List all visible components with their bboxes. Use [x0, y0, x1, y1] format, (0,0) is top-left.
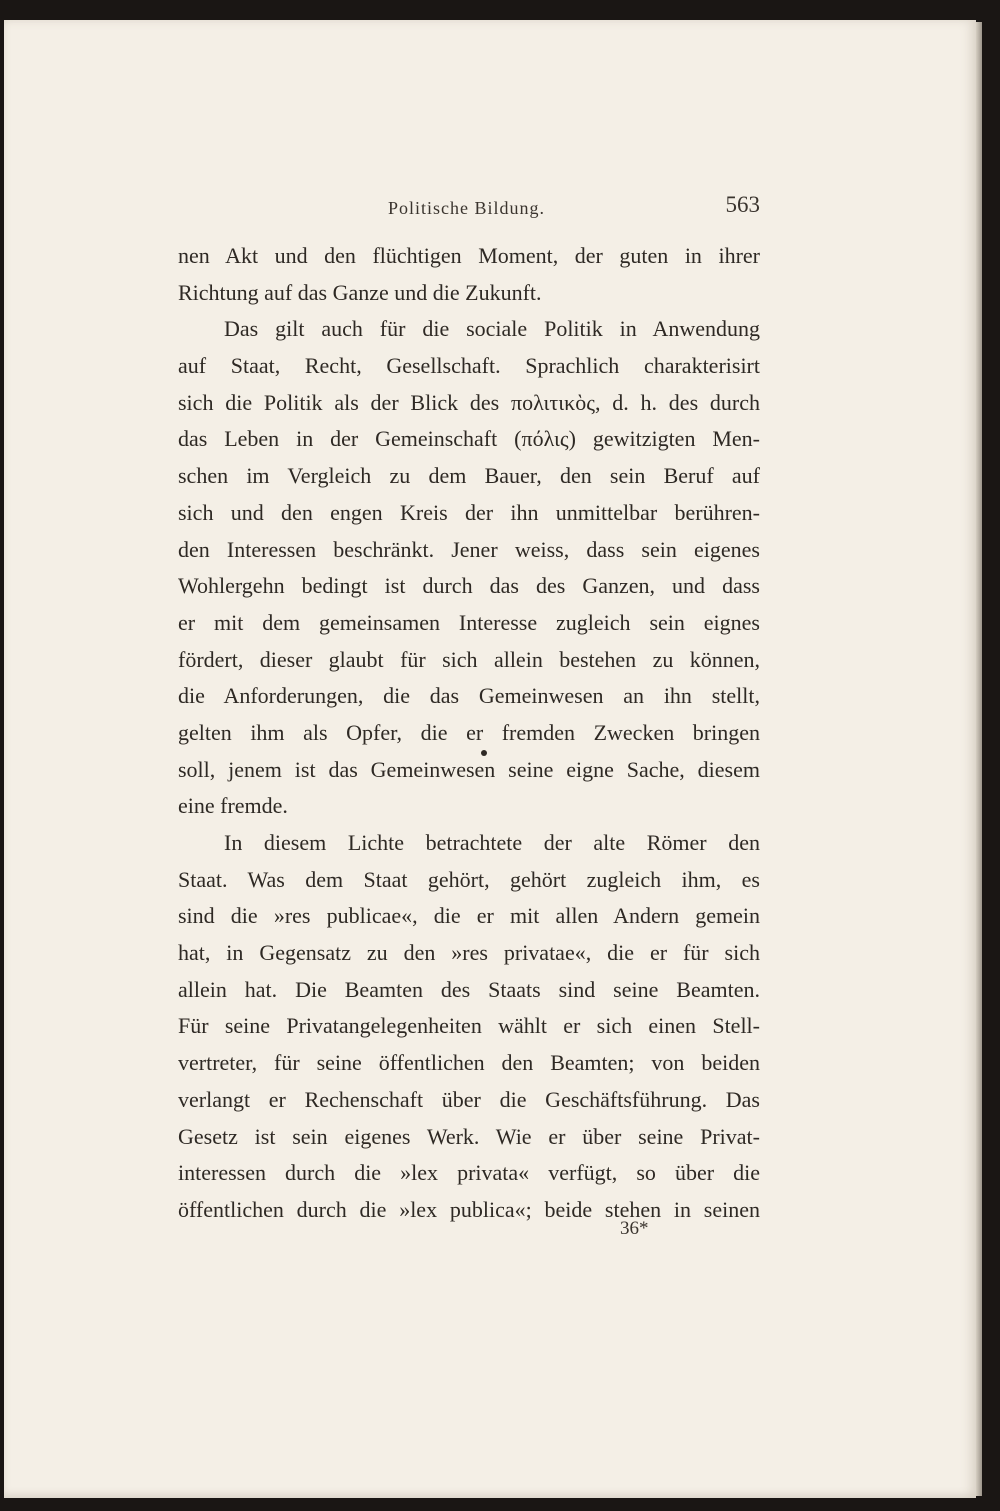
page-header [176, 190, 766, 230]
text-line: schen im Vergleich zu dem Bauer, den sein Beruf auf [178, 463, 760, 489]
text-line: Gesetz ist sein eigenes Werk. Wie er über seine Privat- [178, 1123, 760, 1149]
page-number: 563 [725, 192, 760, 217]
text-line: eine fremde. [178, 793, 288, 819]
text-line: hat, in Gegensatz zu den »res privatae«, die er für sich [178, 940, 760, 966]
text-line: öffentlichen durch die »lex publica«; beide stehen in seinen [178, 1196, 760, 1222]
page-edge [976, 22, 982, 1496]
text-line: allein hat. Die Beamten des Staats sind seine Beamten. [178, 976, 760, 1002]
text-line: vertreter, für seine öffentlichen den Beamten; von beiden [178, 1050, 760, 1076]
text-line: In diesem Lichte betrachtete der alte Römer den [224, 830, 760, 855]
text-line: Richtung auf das Ganze und die Zukunft. [178, 279, 542, 305]
text-line: den Interessen beschränkt. Jener weiss, dass sein eigenes [178, 536, 760, 562]
text-line: fördert, dieser glaubt für sich allein bestehen zu können, [178, 646, 760, 672]
text-line: verlangt er Rechenschaft über die Geschäftsführung. Das [178, 1086, 760, 1112]
text-line: Für seine Privatangelegenheiten wählt er sich einen Stell- [178, 1013, 760, 1039]
text-line: die Anforderungen, die das Gemeinwesen an ihn stellt, [178, 683, 760, 709]
text-line: nen Akt und den flüchtigen Moment, der guten in ihrer [178, 243, 760, 268]
text-line: soll, jenem ist das Gemeinwesen seine eigne Sache, diesem [178, 756, 760, 782]
text-line: Staat. Was dem Staat gehört, gehört zugleich ihm, es [178, 866, 760, 892]
text-line: sind die »res publicae«, die er mit allen Andern gemein [178, 903, 760, 929]
text-line: Das gilt auch für die sociale Politik in Anwendung [224, 316, 760, 342]
text-line: interessen durch die »lex privata« verfügt, so über die [178, 1160, 760, 1186]
signature-mark: 36* [620, 1218, 649, 1239]
body-text [178, 238, 760, 1229]
text-line: sich und den engen Kreis der ihn unmittelbar berühren- [178, 499, 760, 525]
running-head: Politische Bildung. [388, 198, 546, 218]
text-line: auf Staat, Recht, Gesellschaft. Sprachlich charakterisirt [178, 353, 760, 379]
text-line: sich die Politik als der Blick des πολιτικὸς, d. h. des durch [178, 389, 760, 415]
text-line: das Leben in der Gemeinschaft (πόλις) gewitzigten Men- [178, 426, 760, 452]
text-line: gelten ihm als Opfer, die er fremden Zwecken bringen [178, 719, 760, 745]
text-line: Wohlergehn bedingt ist durch das des Ganzen, und dass [178, 573, 760, 599]
ink-fleck [481, 750, 487, 756]
text-line: er mit dem gemeinsamen Interesse zugleich sein eignes [178, 609, 760, 635]
